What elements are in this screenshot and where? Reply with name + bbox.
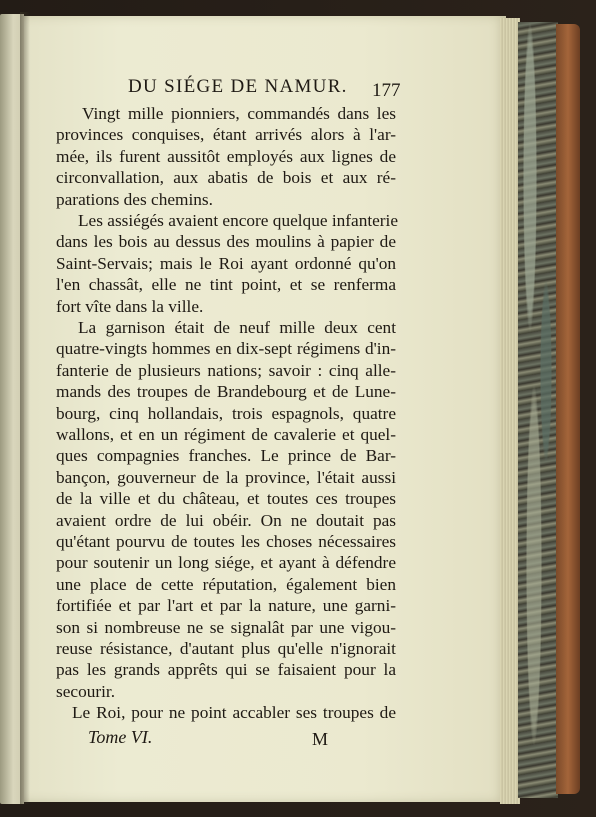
text-line: une place de cette réputation, également bien	[56, 575, 396, 594]
text-line: quatre-vingts hommes en dix-sept régimens d'in-	[56, 339, 396, 358]
text-line: parations des chemins.	[56, 190, 213, 209]
text-line: fortifiée et par l'art et par la nature, une garni-	[56, 596, 396, 615]
text-line: wallons, et en un régiment de cavalerie et quel-	[56, 425, 396, 444]
page-edges	[500, 18, 520, 804]
running-title: DU SIÉGE DE NAMUR.	[128, 76, 348, 97]
text-line: bourg, cinq hollandais, trois espagnols, quatre	[56, 404, 396, 423]
text-line: reuse résistance, d'autant plus qu'elle n'ignorait	[56, 639, 396, 658]
text-line: fanterie de plusieurs nations; savoir : cinq alle-	[56, 361, 396, 380]
text-line: avaient ordre de lui obéir. On ne doutait pas	[56, 511, 396, 530]
text-line: qu'étant pourvu de toutes les choses nécessaires	[56, 532, 396, 551]
text-line: circonvallation, aux abatis de bois et aux ré-	[56, 168, 396, 187]
text-line: secourir.	[56, 682, 116, 701]
text-line: Vingt mille pionniers, commandés dans les	[82, 104, 396, 123]
text-line: ques compagnies franches. Le prince de Bar-	[56, 446, 396, 465]
text-line: mée, ils furent aussitôt employés aux lignes de	[56, 147, 396, 166]
text-line: bançon, gouverneur de la province, l'était aussi	[56, 468, 396, 487]
leather-cover-edge	[556, 24, 580, 794]
text-line: pas les grands apprêts qui se faisaient pour la	[56, 660, 396, 679]
page-number: 177	[372, 80, 401, 101]
text-line: de la ville et du château, et toutes ces troupes	[56, 489, 396, 508]
text-line: dans les bois au dessus des moulins à papier de	[56, 232, 396, 251]
text-line: son si nombreuse ne se signalât par une vigou-	[56, 618, 396, 637]
text-line: provinces conquises, étant arrivés alors à l'ar-	[56, 125, 396, 144]
text-line: fort vîte dans la ville.	[56, 297, 204, 316]
text-line: Les assiégés avaient encore quelque infanterie	[78, 211, 399, 230]
signature-mark: M	[312, 729, 329, 749]
marbled-cover	[518, 22, 558, 798]
text-line: l'en chassât, elle ne tint point, et se renferma	[56, 275, 396, 294]
page-gutter-shadow	[20, 12, 30, 804]
text-line: La garnison était de neuf mille deux cent	[78, 318, 396, 337]
text-line: Saint-Servais; mais le Roi ayant ordonné qu'on	[56, 254, 396, 273]
volume-mark: Tome VI.	[88, 727, 153, 747]
text-line: Le Roi, pour ne point accabler ses troupes de	[72, 703, 396, 722]
text-line: pour soutenir un long siége, et ayant à défendre	[56, 553, 396, 572]
text-line: mands des troupes de Brandebourg et de Lune-	[56, 382, 396, 401]
